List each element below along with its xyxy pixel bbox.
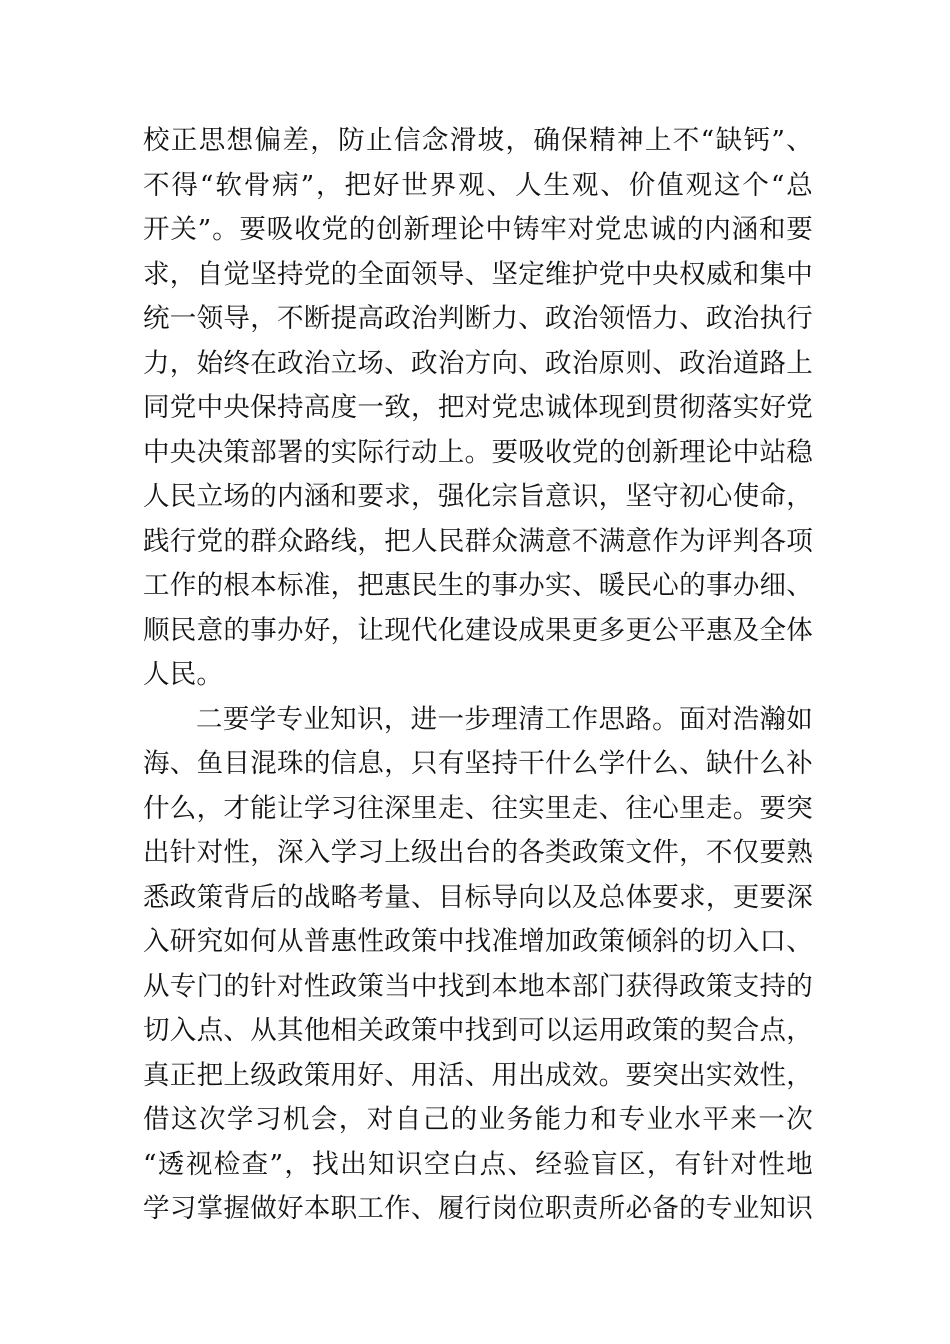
text-line: 统一领导，不断提高政治判断力、政治领悟力、政治执行 <box>143 303 813 334</box>
text-line: 从专门的针对性政策当中找到本地本部门获得政策支持的 <box>143 970 813 1002</box>
text-line: 切入点、从其他相关政策中找到可以运用政策的契合点， <box>143 1015 813 1046</box>
text-line: 践行党的群众路线，把人民群众满意不满意作为评判各项 <box>143 525 813 557</box>
text-line: 工作的根本标准，把惠民生的事办实、暖民心的事办细、 <box>143 570 813 601</box>
paragraph-first-line: 二要学专业知识，进一步理清工作思路。面对浩瀚如 <box>196 703 813 735</box>
text-line: 中央决策部署的实际行动上。要吸收党的创新理论中站稳 <box>143 436 813 468</box>
text-line: 不得“软骨病”，把好世界观、人生观、价值观这个“总 <box>143 169 813 201</box>
paragraph-end-line: 人民。 <box>143 659 224 690</box>
text-line: 出针对性，深入学习上级出台的各类政策文件，不仅要熟 <box>143 837 813 868</box>
text-line: 入研究如何从普惠性政策中找准增加政策倾斜的切入口、 <box>143 926 813 957</box>
text-line: 力，始终在政治立场、政治方向、政治原则、政治道路上 <box>143 347 813 379</box>
text-line: 真正把上级政策用好、用活、用出成效。要突出实效性， <box>143 1059 813 1091</box>
text-line: “透视检查”，找出知识空白点、经验盲区，有针对性地 <box>143 1148 813 1180</box>
text-line: 海、鱼目混珠的信息，只有坚持干什么学什么、缺什么补 <box>143 748 813 779</box>
text-line: 人民立场的内涵和要求，强化宗旨意识，坚守初心使命， <box>143 481 813 512</box>
text-line: 求，自觉坚持党的全面领导、坚定维护党中央权威和集中 <box>143 258 813 290</box>
text-line: 什么，才能让学习往深里走、往实里走、往心里走。要突 <box>143 792 813 824</box>
text-line: 学习掌握做好本职工作、履行岗位职责所必备的专业知识 <box>143 1193 813 1224</box>
text-line: 顺民意的事办好，让现代化建设成果更多更公平惠及全体 <box>143 614 813 646</box>
text-line: 同党中央保持高度一致，把对党忠诚体现到贯彻落实好党 <box>143 392 813 423</box>
text-line: 悉政策背后的战略考量、目标导向以及总体要求，更要深 <box>143 881 813 913</box>
text-line: 校正思想偏差，防止信念滑坡，确保精神上不“缺钙”、 <box>143 125 813 156</box>
body-text <box>143 119 813 1232</box>
text-line: 开关”。要吸收党的创新理论中铸牢对党忠诚的内涵和要 <box>143 214 813 245</box>
text-line: 借这次学习机会，对自己的业务能力和专业水平来一次 <box>143 1104 813 1135</box>
